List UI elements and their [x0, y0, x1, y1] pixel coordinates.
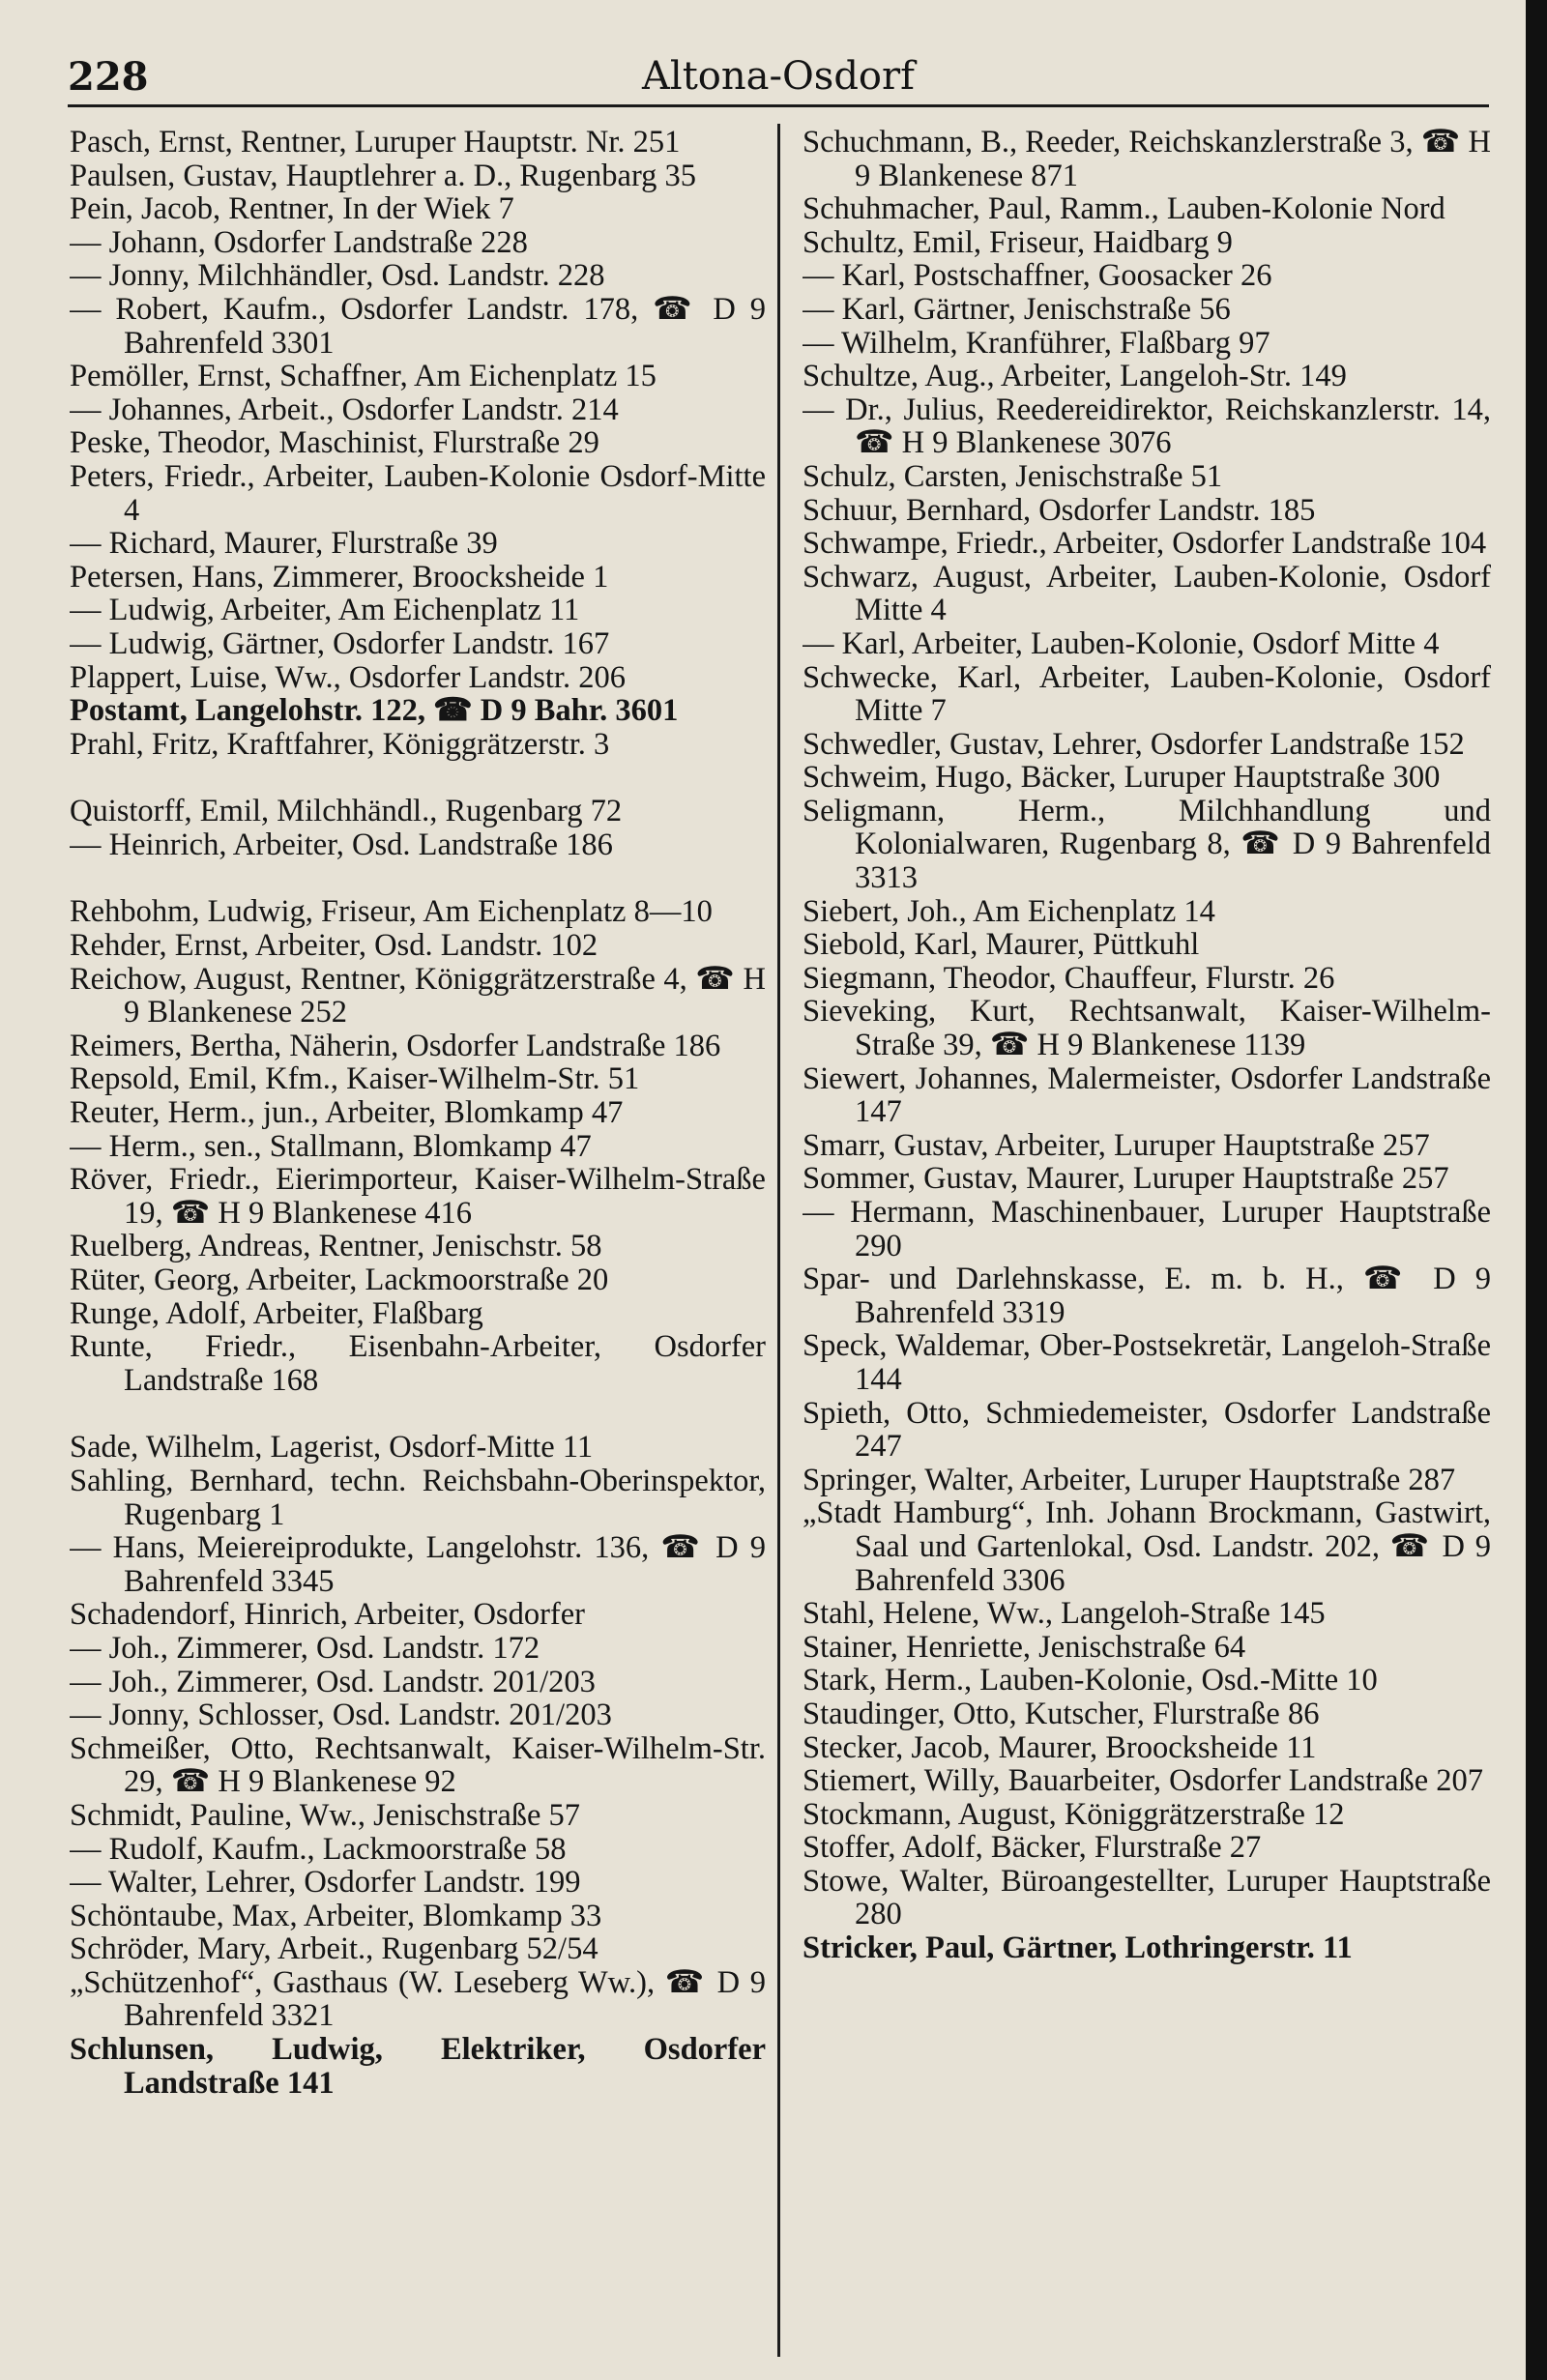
directory-entry: Rehder, Ernst, Arbeiter, Osd. Landstr. 102 [70, 928, 598, 964]
directory-entry: Runte, Friedr., Eisenbahn-Arbeiter, Osdorfer Landstraße 168 [70, 1329, 766, 1398]
directory-entry: — Robert, Kaufm., Osdorfer Landstr. 178, ☎ D 9 Bahrenfeld 3301 [70, 291, 766, 361]
directory-entry: Siebold, Karl, Maurer, Püttkuhl [803, 927, 1200, 963]
directory-entry: Postamt, Langelohstr. 122, ☎ D 9 Bahr. 3601 [70, 693, 679, 729]
directory-entry: Quistorff, Emil, Milchhändl., Rugenbarg 72 [70, 794, 623, 829]
page-number: 228 [68, 54, 149, 100]
directory-entry: Schmidt, Pauline, Ww., Jenischstraße 57 [70, 1797, 581, 1833]
directory-entry: Reichow, August, Rentner, Königgrätzerstraße 4, ☎ H 9 Blankenese 252 [70, 961, 766, 1030]
directory-entry: Petersen, Hans, Zimmerer, Broocksheide 1 [70, 559, 609, 595]
directory-entry: — Heinrich, Arbeiter, Osd. Landstraße 186 [70, 827, 613, 862]
directory-entry: — Richard, Maurer, Flurstraße 39 [70, 526, 498, 562]
directory-entry: Plappert, Luise, Ww., Osdorfer Landstr. 206 [70, 659, 626, 695]
directory-entry: Springer, Walter, Arbeiter, Luruper Hauptstraße 287 [803, 1462, 1456, 1497]
directory-entry: Schuchmann, B., Reeder, Reichskanzlerstraße 3, ☎ H 9 Blankenese 871 [803, 126, 1491, 193]
directory-entry: Schultz, Emil, Friseur, Haidbarg 9 [803, 224, 1233, 260]
directory-entry: Runge, Adolf, Arbeiter, Flaßbarg [70, 1295, 483, 1331]
directory-entry: — Karl, Arbeiter, Lauben-Kolonie, Osdorf Mitte 4 [803, 625, 1440, 661]
directory-entry: Stainer, Henriette, Jenischstraße 64 [803, 1629, 1246, 1665]
directory-entry: Schwedler, Gustav, Lehrer, Osdorfer Landstraße 152 [803, 726, 1465, 762]
directory-entry: — Karl, Postschaffner, Goosacker 26 [803, 258, 1272, 294]
directory-entry: Reimers, Bertha, Näherin, Osdorfer Landstraße 186 [70, 1028, 721, 1063]
running-title: Altona-Osdorf [642, 54, 915, 99]
directory-entry: Stahl, Helene, Ww., Langeloh-Straße 145 [803, 1596, 1326, 1632]
directory-entry: — Hans, Meiereiprodukte, Langelohstr. 136, ☎ D 9 Bahrenfeld 3345 [70, 1530, 766, 1599]
directory-entry: Pein, Jacob, Rentner, In der Wiek 7 [70, 191, 514, 227]
directory-entry: Rüter, Georg, Arbeiter, Lackmoorstraße 20 [70, 1263, 609, 1297]
directory-entry: — Ludwig, Gärtner, Osdorfer Landstr. 167 [70, 625, 610, 661]
directory-entry: Peters, Friedr., Arbeiter, Lauben-Kolonie Osdorf-Mitte 4 [70, 458, 766, 528]
directory-entry: „Stadt Hamburg“, Inh. Johann Brockmann, Gastwirt, Saal und Gartenlokal, Osd. Landstr. 202, ☎ D 9 Bahrenfeld 3306 [803, 1495, 1491, 1598]
directory-entry: Schmeißer, Otto, Rechtsanwalt, Kaiser-Wilhelm-Str. 29, ☎ H 9 Blankenese 92 [70, 1730, 766, 1800]
directory-entry: — Johann, Osdorfer Landstraße 228 [70, 224, 528, 260]
directory-entry: Sieveking, Kurt, Rechtsanwalt, Kaiser-Wilhelm-Straße 39, ☎ H 9 Blankenese 1139 [803, 994, 1491, 1063]
directory-entry: Schröder, Mary, Arbeit., Rugenbarg 52/54 [70, 1931, 598, 1967]
directory-entry: — Hermann, Maschinenbauer, Luruper Hauptstraße 290 [803, 1195, 1491, 1263]
directory-entry: Speck, Waldemar, Ober-Postsekretär, Langeloh-Straße 144 [803, 1328, 1491, 1397]
directory-entry: Stoffer, Adolf, Bäcker, Flurstraße 27 [803, 1830, 1262, 1866]
directory-entry: — Jonny, Milchhändler, Osd. Landstr. 228 [70, 258, 605, 294]
page-header [68, 48, 1489, 107]
right-column [803, 126, 1491, 2349]
directory-entry: Sahling, Bernhard, techn. Reichsbahn-Oberinspektor, Rugenbarg 1 [70, 1463, 766, 1532]
directory-entry: Spar- und Darlehnskasse, E. m. b. H., ☎ D 9 Bahrenfeld 3319 [803, 1262, 1491, 1330]
column-divider [777, 124, 780, 2357]
directory-entry: Siebert, Joh., Am Eichenplatz 14 [803, 893, 1215, 929]
directory-entry: „Schützenhof“, Gasthaus (W. Leseberg Ww.), ☎ D 9 Bahrenfeld 3321 [70, 1964, 766, 2034]
directory-entry: — Karl, Gärtner, Jenischstraße 56 [803, 291, 1231, 327]
directory-entry: Schuur, Bernhard, Osdorfer Landstr. 185 [803, 492, 1316, 528]
directory-entry: Schwarz, August, Arbeiter, Lauben-Kolonie, Osdorf Mitte 4 [803, 559, 1491, 628]
directory-entry: Pemöller, Ernst, Schaffner, Am Eichenplatz 15 [70, 359, 657, 394]
directory-entry: Prahl, Fritz, Kraftfahrer, Königgrätzerstr. 3 [70, 726, 610, 762]
directory-entry: Schultze, Aug., Arbeiter, Langeloh-Str. 149 [803, 359, 1347, 394]
directory-entry: — Joh., Zimmerer, Osd. Landstr. 172 [70, 1630, 540, 1666]
directory-entry: Röver, Friedr., Eierimporteur, Kaiser-Wilhelm-Straße 19, ☎ H 9 Blankenese 416 [70, 1162, 766, 1231]
directory-entry: Ruelberg, Andreas, Rentner, Jenischstr. 58 [70, 1229, 602, 1264]
directory-entry: Stiemert, Willy, Bauarbeiter, Osdorfer Landstraße 207 [803, 1763, 1484, 1799]
directory-entry: Repsold, Emil, Kfm., Kaiser-Wilhelm-Str. 51 [70, 1061, 640, 1097]
section-gap [70, 1397, 766, 1431]
directory-entry: Stecker, Jacob, Maurer, Broocksheide 11 [803, 1729, 1317, 1765]
directory-entry: Stricker, Paul, Gärtner, Lothringerstr. 11 [803, 1930, 1353, 1966]
directory-entry: — Dr., Julius, Reedereidirektor, Reichskanzlerstr. 14, ☎ H 9 Blankenese 3076 [803, 392, 1491, 461]
directory-entry: Sade, Wilhelm, Lagerist, Osdorf-Mitte 11 [70, 1430, 594, 1466]
page-edge-shadow [1526, 0, 1547, 2380]
directory-entry: — Walter, Lehrer, Osdorfer Landstr. 199 [70, 1865, 581, 1901]
directory-entry: Schulz, Carsten, Jenischstraße 51 [803, 458, 1223, 494]
directory-entry: Schöntaube, Max, Arbeiter, Blomkamp 33 [70, 1898, 602, 1933]
directory-entry: — Ludwig, Arbeiter, Am Eichenplatz 11 [70, 593, 580, 628]
directory-entry: Peske, Theodor, Maschinist, Flurstraße 29 [70, 425, 599, 461]
section-gap [70, 861, 766, 895]
directory-entry: Schwampe, Friedr., Arbeiter, Osdorfer Landstraße 104 [803, 526, 1487, 562]
directory-entry: Schlunsen, Ludwig, Elektriker, Osdorfer Landstraße 141 [70, 2032, 766, 2101]
directory-entry: — Johannes, Arbeit., Osdorfer Landstr. 214 [70, 392, 619, 427]
directory-entry: — Rudolf, Kaufm., Lackmoorstraße 58 [70, 1831, 567, 1867]
directory-entry: Stowe, Walter, Büroangestellter, Luruper Hauptstraße 280 [803, 1863, 1491, 1932]
directory-entry: Smarr, Gustav, Arbeiter, Luruper Hauptstraße 257 [803, 1127, 1430, 1163]
directory-entry: Sommer, Gustav, Maurer, Luruper Hauptstraße 257 [803, 1161, 1449, 1197]
directory-entry: Siewert, Johannes, Malermeister, Osdorfer Landstraße 147 [803, 1060, 1491, 1130]
directory-entry: Paulsen, Gustav, Hauptlehrer a. D., Rugenbarg 35 [70, 158, 697, 193]
directory-entry: Schwecke, Karl, Arbeiter, Lauben-Kolonie, Osdorf Mitte 7 [803, 659, 1491, 729]
directory-entry: Rehbohm, Ludwig, Friseur, Am Eichenplatz 8—10 [70, 894, 713, 930]
directory-entry: — Wilhelm, Kranführer, Flaßbarg 97 [803, 325, 1270, 361]
directory-entry: Staudinger, Otto, Kutscher, Flurstraße 86 [803, 1696, 1320, 1731]
directory-entry: — Jonny, Schlosser, Osd. Landstr. 201/203 [70, 1698, 612, 1733]
directory-entry: Stockmann, August, Königgrätzerstraße 12 [803, 1796, 1345, 1832]
directory-entry: Siegmann, Theodor, Chauffeur, Flurstr. 26 [803, 960, 1335, 996]
section-gap [70, 761, 766, 795]
directory-entry: — Herm., sen., Stallmann, Blomkamp 47 [70, 1128, 592, 1164]
directory-entry: Schuhmacher, Paul, Ramm., Lauben-Kolonie Nord [803, 191, 1445, 227]
directory-entry: Spieth, Otto, Schmiedemeister, Osdorfer Landstraße 247 [803, 1395, 1491, 1465]
directory-entry: Reuter, Herm., jun., Arbeiter, Blomkamp 47 [70, 1095, 624, 1131]
directory-entry: Pasch, Ernst, Rentner, Luruper Hauptstr. Nr. 251 [70, 126, 681, 160]
directory-entry: Schweim, Hugo, Bäcker, Luruper Hauptstraße 300 [803, 760, 1441, 796]
directory-entry: Schadendorf, Hinrich, Arbeiter, Osdorfer [70, 1597, 585, 1633]
left-column [70, 126, 766, 2349]
directory-entry: Seligmann, Herm., Milchhandlung und Kolonialwaren, Rugenbarg 8, ☎ D 9 Bahrenfeld 3313 [803, 793, 1491, 896]
directory-entry: Stark, Herm., Lauben-Kolonie, Osd.-Mitte 10 [803, 1663, 1378, 1698]
directory-entry: — Joh., Zimmerer, Osd. Landstr. 201/203 [70, 1664, 596, 1699]
